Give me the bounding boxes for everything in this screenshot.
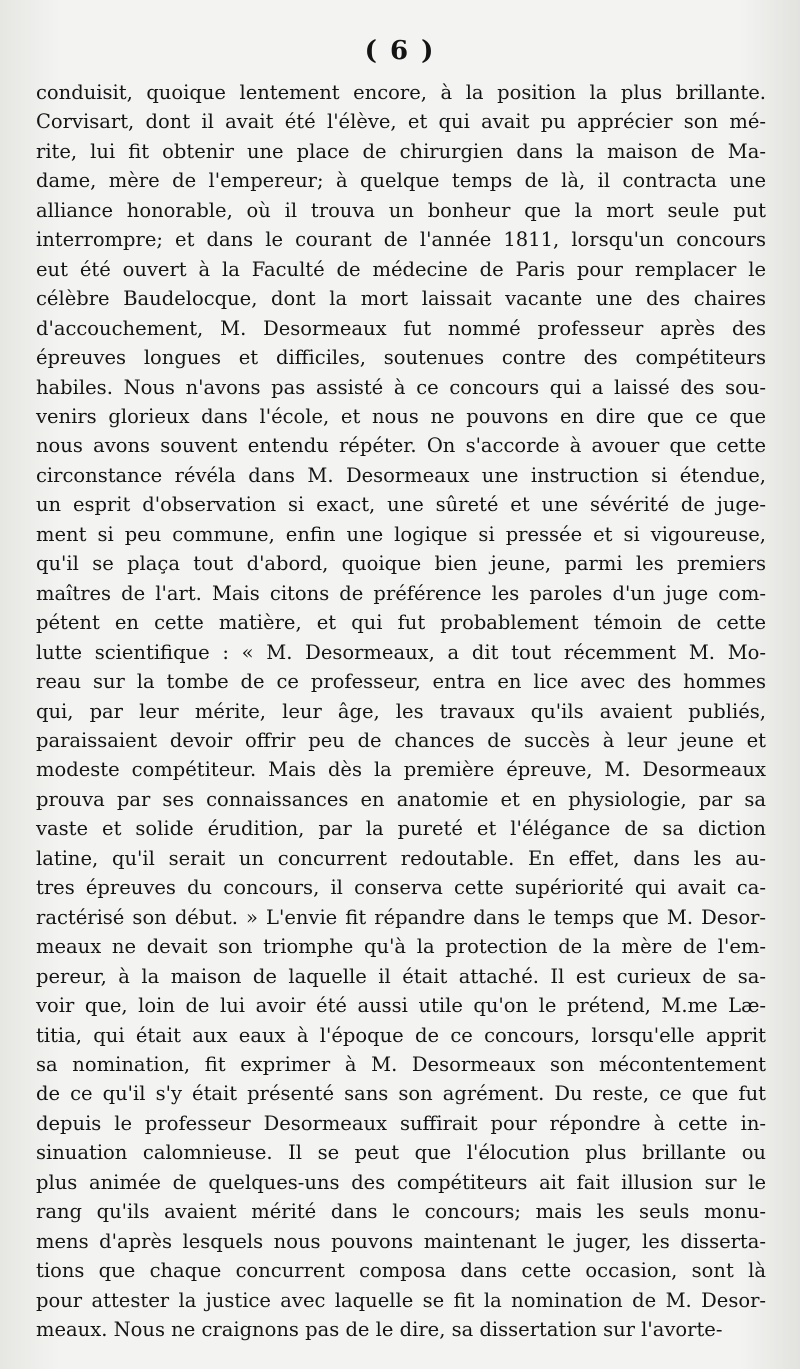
text-line: un esprit d'observation si exact, une sûreté et une sévérité de juge-: [36, 493, 766, 517]
text-line: conduisit, quoique lentement encore, à la position la plus brillante.: [36, 81, 766, 104]
text-line: latine, qu'il serait un concurrent redoutable. En effet, dans les au-: [36, 846, 766, 870]
text-line: voir que, loin de lui avoir été aussi utile qu'on le prétend, M.me Læ-: [36, 994, 766, 1018]
text-line: meaux. Nous ne craignons pas de le dire, sa dissertation sur l'avorte-: [36, 1318, 723, 1342]
text-line: sa nomination, fit exprimer à M. Desormeaux son mécontentement: [36, 1052, 766, 1076]
text-line: ractérisé son début. » L'envie fit répandre dans le temps que M. Desor-: [36, 905, 766, 929]
text-line: pétent en cette matière, et qui fut probablement témoin de cette: [36, 611, 766, 635]
text-line: tres épreuves du concours, il conserva cette supériorité qui avait ca-: [36, 876, 766, 900]
text-line: dame, mère de l'empereur; à quelque temps de là, il contracta une: [36, 169, 766, 193]
text-line: plus animée de quelques-uns des compétiteurs ait fait illusion sur le: [36, 1170, 766, 1194]
text-line: eut été ouvert à la Faculté de médecine de Paris pour remplacer le: [36, 257, 766, 281]
text-line: paraissaient devoir offrir peu de chances de succès à leur jeune et: [36, 728, 766, 752]
text-line: sinuation calomnieuse. Il se peut que l'élocution plus brillante ou: [36, 1141, 766, 1165]
text-line: titia, qui était aux eaux à l'époque de ce concours, lorsqu'elle apprit: [36, 1023, 766, 1047]
text-line: reau sur la tombe de ce professeur, entra en lice avec des hommes: [36, 670, 766, 694]
text-line: maîtres de l'art. Mais citons de préférence les paroles d'un juge com-: [36, 581, 766, 605]
text-line: rang qu'ils avaient mérité dans le concours; mais les seuls monu-: [36, 1200, 766, 1224]
text-line: ment si peu commune, enfin une logique si pressée et si vigoureuse,: [36, 522, 766, 546]
text-line: de ce qu'il s'y était présenté sans son agrément. Du reste, ce que fut: [36, 1082, 766, 1106]
text-line: vaste et solide érudition, par la pureté et l'élégance de sa diction: [36, 817, 766, 841]
text-line: qu'il se plaça tout d'abord, quoique bien jeune, parmi les premiers: [36, 552, 766, 576]
text-line: célèbre Baudelocque, dont la mort laissait vacante une des chaires: [36, 287, 766, 311]
text-line: pereur, à la maison de laquelle il était attaché. Il est curieux de sa-: [36, 964, 766, 988]
page-number: ( 6 ): [364, 36, 436, 66]
text-line: circonstance révéla dans M. Desormeaux une instruction si étendue,: [36, 463, 766, 487]
text-line: venirs glorieux dans l'école, et nous ne pouvons en dire que ce que: [36, 404, 766, 428]
text-line: d'accouchement, M. Desormeaux fut nommé professeur après des: [36, 316, 766, 340]
text-line: rite, lui fit obtenir une place de chirurgien dans la maison de Ma-: [36, 139, 766, 163]
text-line: lutte scientifique : « M. Desormeaux, a dit tout récemment M. Mo-: [36, 640, 766, 664]
text-line: Corvisart, dont il avait été l'élève, et qui avait pu apprécier son mé-: [36, 110, 766, 134]
text-line: modeste compétiteur. Mais dès la première épreuve, M. Desormeaux: [36, 758, 766, 782]
body-text: [36, 78, 766, 1344]
text-line: pour attester la justice avec laquelle se fit la nomination de M. Desor-: [36, 1288, 766, 1312]
text-line: meaux ne devait son triomphe qu'à la protection de la mère de l'em-: [36, 935, 766, 959]
text-line: habiles. Nous n'avons pas assisté à ce concours qui a laissé des sou-: [36, 375, 766, 399]
text-line: mens d'après lesquels nous pouvons maintenant le juger, les disserta-: [36, 1229, 766, 1253]
text-line: alliance honorable, où il trouva un bonheur que la mort seule put: [36, 198, 766, 222]
text-line: nous avons souvent entendu répéter. On s'accorde à avouer que cette: [36, 434, 766, 458]
text-line: épreuves longues et difficiles, soutenues contre des compétiteurs: [36, 346, 766, 370]
text-line: interrompre; et dans le courant de l'année 1811, lorsqu'un concours: [36, 228, 766, 252]
text-line: prouva par ses connaissances en anatomie et en physiologie, par sa: [36, 787, 766, 811]
text-line: tions que chaque concurrent composa dans cette occasion, sont là: [36, 1259, 766, 1283]
text-line: depuis le professeur Desormeaux suffirait pour répondre à cette in-: [36, 1111, 766, 1135]
text-line: qui, par leur mérite, leur âge, les travaux qu'ils avaient publiés,: [36, 699, 766, 723]
